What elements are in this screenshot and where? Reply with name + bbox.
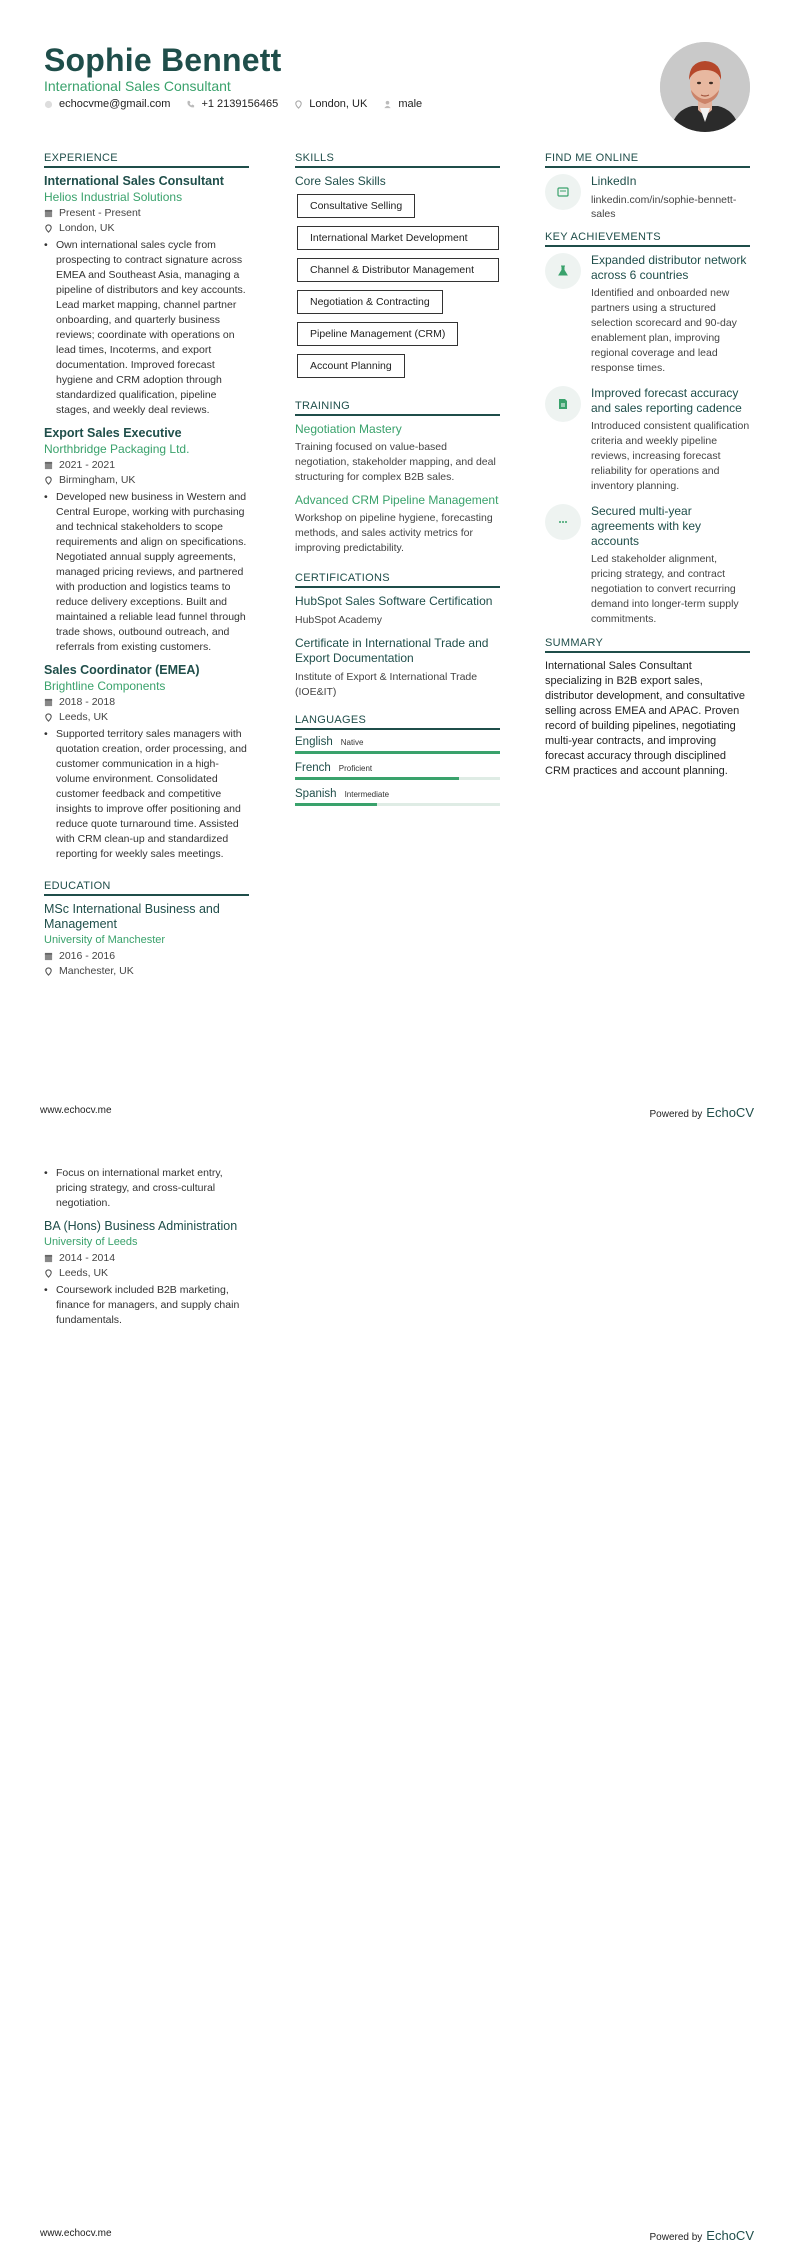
job-location (44, 222, 249, 235)
dates-text: 2014 - 2014 (59, 1252, 116, 1264)
education-entry (44, 1219, 249, 1328)
job-description: • Developed new business in Western and Central Europe, working with purchasing and technical stakeholders to scope requirements and align on specifications. Negotiated annual supply agreements, managed pricing reviews, and partnered with production and logistics teams to reduce delivery exceptions. Built and maintained a reliable lead funnel through trade shows, outbound outreach, and referrals from existing customers. (44, 490, 249, 655)
job-title: Export Sales Executive (44, 426, 182, 440)
achievement-item (545, 504, 750, 627)
calendar-icon (44, 461, 53, 470)
achievement-description: Led stakeholder alignment, pricing strategy, and contract negotiation to convert recurring demand into longer-term supply commitments. (591, 553, 739, 625)
candidate-name: Sophie Bennett (44, 42, 282, 78)
job-dates (44, 207, 249, 220)
dates-text: 2021 - 2021 (59, 459, 116, 471)
education-description: • Coursework included B2B marketing, finance for managers, and supply chain fundamentals. (44, 1283, 249, 1328)
powered-by-text: Powered by (649, 1109, 703, 1120)
id-card-icon (557, 186, 569, 198)
experience-entry (44, 174, 249, 418)
company-name: Helios Industrial Solutions (44, 190, 183, 204)
language-item (295, 736, 500, 754)
job-dates (44, 459, 249, 472)
location-text: London, UK (59, 222, 115, 234)
skills-list (295, 194, 500, 386)
contact-gender (383, 98, 422, 110)
language-proficiency-bar (295, 803, 500, 806)
dates-text: Present - Present (59, 207, 141, 219)
certification-issuer: Institute of Export & International Trade (IOE&IT) (295, 671, 478, 698)
job-dates (44, 696, 249, 709)
echocv-logo: EchoCV (706, 2228, 754, 2243)
job-description: • Supported territory sales managers with quotation creation, order processing, and customer communication in a high-volume environment. Consolidated customer feedback and competitive insights to improve offer positioning and reduce quote turnaround time. Assisted with CRM clean-up and standardized reporting for weekly sales meetings. (44, 727, 249, 862)
degree-title: MSc International Business and Management (44, 902, 220, 931)
language-proficiency-bar (295, 751, 500, 754)
languages-heading: LANGUAGES (295, 714, 500, 730)
gender-text: male (398, 98, 423, 110)
location-pin-icon (44, 224, 53, 233)
achievement-icon-badge (545, 386, 581, 422)
linkedin-label: LinkedIn (591, 174, 637, 188)
calendar-icon (44, 209, 53, 218)
location-pin-icon (44, 967, 53, 976)
proficiency-fill (295, 803, 377, 806)
job-location (44, 711, 249, 724)
calendar-icon (44, 698, 53, 707)
document-icon (557, 398, 569, 410)
training-title: Advanced CRM Pipeline Management (295, 493, 499, 507)
footer-site[interactable]: www.echocv.me (40, 1105, 112, 1116)
achievement-description: Identified and onboarded new partners using a structured selection scorecard and 90-day enablement plan, improving regional coverage and lead response times. (591, 287, 737, 374)
language-item (295, 762, 500, 780)
contact-bar (44, 98, 422, 110)
skills-group-title: Core Sales Skills (295, 174, 386, 188)
linkedin-icon-badge (545, 174, 581, 210)
job-location (44, 474, 249, 487)
powered-by-text: Powered by (649, 2232, 703, 2243)
linkedin-entry[interactable] (545, 174, 750, 221)
language-level: Intermediate (344, 790, 390, 799)
certification-title: HubSpot Sales Software Certification (295, 594, 493, 608)
language-level: Native (340, 738, 364, 747)
summary-heading: SUMMARY (545, 637, 750, 653)
location-pin-icon (44, 1269, 53, 1278)
ellipsis-icon (557, 516, 569, 528)
location-text: London, UK (309, 98, 368, 110)
achievement-item (545, 253, 750, 376)
location-text: Leeds, UK (59, 711, 109, 723)
calendar-icon (44, 952, 53, 961)
training-title: Negotiation Mastery (295, 422, 402, 436)
experience-entry (44, 426, 249, 655)
contact-phone[interactable] (186, 98, 278, 110)
profile-photo (660, 42, 750, 132)
education-dates (44, 950, 249, 963)
language-name: French (295, 762, 331, 774)
training-description: Workshop on pipeline hygiene, forecasting methods, and sales activity metrics for improving predictability. (295, 512, 493, 554)
achievement-icon-badge (545, 253, 581, 289)
skills-heading: SKILLS (295, 152, 500, 168)
certification-title: Certificate in International Trade and Export Documentation (295, 636, 489, 665)
education-location (44, 1267, 249, 1280)
location-pin-icon (44, 476, 53, 485)
certifications-heading: CERTIFICATIONS (295, 572, 500, 588)
location-pin-icon (294, 100, 303, 109)
skill-tag: Channel & Distributor Management (297, 258, 499, 282)
education-entry-continued (44, 1166, 249, 1211)
degree-title: BA (Hons) Business Administration (44, 1219, 238, 1233)
right-column (545, 152, 750, 779)
education-heading: EDUCATION (44, 880, 249, 896)
achievement-title: Secured multi-year agreements with key accounts (591, 504, 702, 548)
school-name: University of Leeds (44, 1236, 138, 1248)
footer-powered (649, 2228, 754, 2243)
location-text: Manchester, UK (59, 965, 134, 977)
skill-tag: Negotiation & Contracting (297, 290, 443, 314)
email-text: echocvme@gmail.com (59, 98, 171, 110)
resume-page-2 (0, 1123, 794, 2246)
skill-tag: International Market Development (297, 226, 499, 250)
online-heading: FIND ME ONLINE (545, 152, 750, 168)
job-title: International Sales Consultant (44, 174, 224, 188)
language-name: Spanish (295, 788, 337, 800)
education-description: • Focus on international market entry, pricing strategy, and cross-cultural negotiation. (44, 1166, 249, 1211)
school-name: University of Manchester (44, 934, 166, 946)
footer-site[interactable]: www.echocv.me (40, 2228, 112, 2239)
achievement-title: Improved forecast accuracy and sales reporting cadence (591, 386, 742, 415)
dates-text: 2018 - 2018 (59, 696, 116, 708)
job-description: • Own international sales cycle from prospecting to contract signature across EMEA and Southeast Asia, managing a pipeline of distributors and key accounts. Lead market mapping, channel partner onboarding, and quarterly business reviews; coordinate with operations on lead times, Incoterms, and export documentation. Improved forecast hygiene and CRM adoption through standardized qualification, pipeline stages, and weekly deal reviews. (44, 238, 249, 418)
job-title: Sales Coordinator (EMEA) (44, 663, 200, 677)
achievement-description: Introduced consistent qualification criteria and weekly pipeline reviews, increasing forecast reliability for operations and inventory planning. (591, 420, 750, 492)
language-level: Proficient (338, 764, 373, 773)
education-dates (44, 1252, 249, 1265)
left-column-continued (44, 1163, 249, 1336)
location-text: Leeds, UK (59, 1267, 109, 1279)
certification-issuer: HubSpot Academy (295, 614, 382, 626)
education-entry (44, 902, 249, 978)
person-icon (383, 100, 392, 109)
skill-tag: Pipeline Management (CRM) (297, 322, 458, 346)
training-description: Training focused on value-based negotiation, stakeholder mapping, and deal structuring for complex B2B sales. (295, 441, 496, 483)
achievement-title: Expanded distributor network across 6 countries (591, 253, 747, 282)
calendar-icon (44, 1254, 53, 1263)
middle-column (295, 152, 500, 814)
experience-heading: EXPERIENCE (44, 152, 249, 168)
education-location (44, 965, 249, 978)
location-text: Birmingham, UK (59, 474, 136, 486)
language-name: English (295, 736, 333, 748)
phone-text: +1 2139156465 (201, 98, 279, 110)
portrait-image (660, 42, 750, 132)
experience-entry (44, 663, 249, 862)
company-name: Northbridge Packaging Ltd. (44, 442, 190, 456)
dates-text: 2016 - 2016 (59, 950, 116, 962)
skill-tag: Consultative Selling (297, 194, 415, 218)
footer-powered (649, 1105, 754, 1120)
achievement-icon-badge (545, 504, 581, 540)
achievements-heading: KEY ACHIEVEMENTS (545, 231, 750, 247)
skill-tag: Account Planning (297, 354, 405, 378)
flask-icon (557, 265, 569, 277)
proficiency-fill (295, 777, 459, 780)
candidate-title: International Sales Consultant (44, 78, 231, 94)
contact-email[interactable] (44, 98, 170, 110)
linkedin-url[interactable]: linkedin.com/in/sophie-bennett-sales (591, 194, 737, 220)
location-pin-icon (44, 713, 53, 722)
contact-location (294, 98, 367, 110)
achievement-item (545, 386, 750, 494)
training-heading: TRAINING (295, 400, 500, 416)
language-item (295, 788, 500, 806)
phone-icon (186, 100, 195, 109)
summary-text: International Sales Consultant specializing in B2B export sales, distributor development, and consultative selling across EMEA and APAC. Proven record of building pipelines, negotiating multi-year contracts, and improving forecast accuracy through disciplined CRM practices and account planning. (545, 660, 745, 777)
left-column (44, 152, 249, 986)
language-proficiency-bar (295, 777, 500, 780)
company-name: Brightline Components (44, 679, 166, 693)
email-icon (44, 100, 53, 109)
proficiency-fill (295, 751, 500, 754)
echocv-logo: EchoCV (706, 1105, 754, 1120)
